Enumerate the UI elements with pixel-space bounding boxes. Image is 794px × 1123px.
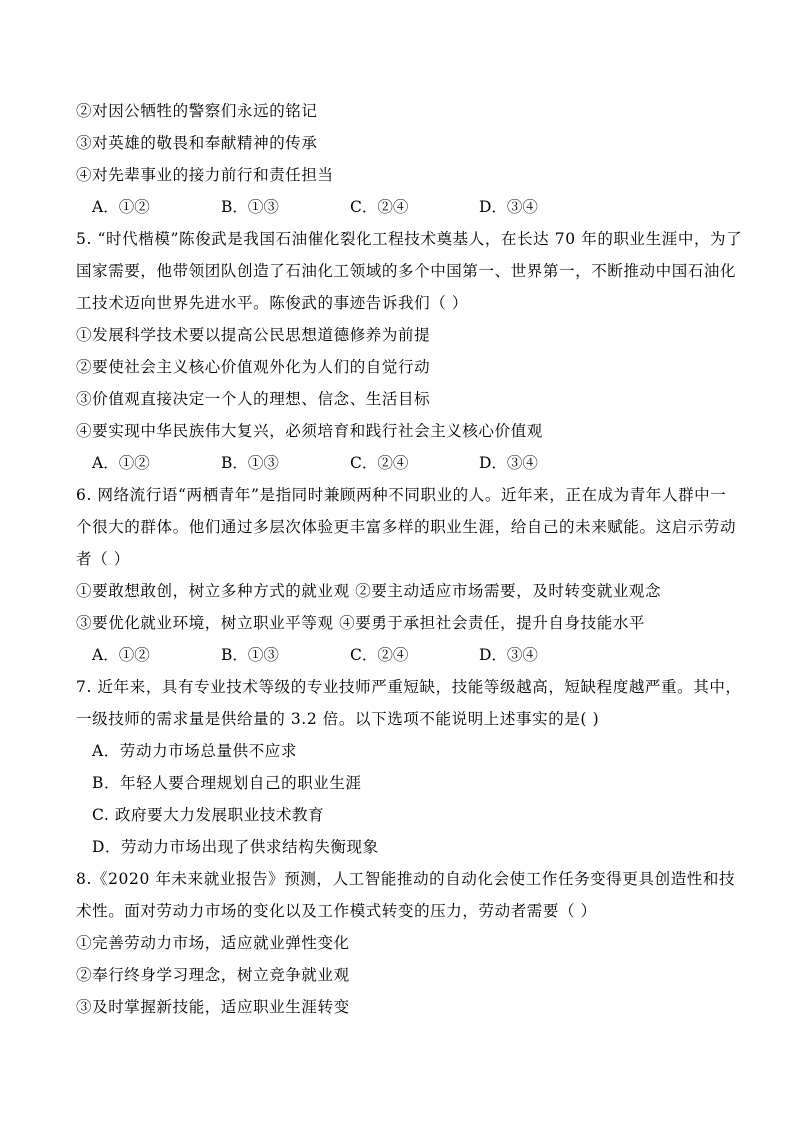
q8-item-2: ②奉行终身学习理念，树立竞争就业观 xyxy=(76,966,350,984)
q5-item-1: ①发展科学技术要以提高公民思想道德修养为前提 xyxy=(76,326,431,344)
q6-option-c: C．②④ xyxy=(350,646,409,664)
q4-option-b: B．①③ xyxy=(221,198,279,216)
q6-item-row-1: ①要敢想敢创，树立多种方式的就业观 ②要主动适应市场需要，及时转变就业观念 xyxy=(76,582,662,600)
q5-item-3: ③价值观直接决定一个人的理想、信念、生活目标 xyxy=(76,390,431,408)
q6-option-d: D．③④ xyxy=(479,646,538,664)
q4-options xyxy=(92,197,608,217)
q8-stem-line-2: 术性。面对劳动力市场的变化以及工作模式转变的压力，劳动者需要（ ） xyxy=(76,902,597,920)
q7-stem-line-1: 7. 近年来，具有专业技术等级的专业技师严重短缺，技能等级越高，短缺程度越严重。其中， xyxy=(76,678,742,696)
q5-option-d: D．③④ xyxy=(479,454,538,472)
q6-stem-line-1: 6. 网络流行语“两栖青年”是指同时兼顾两种不同职业的人。近年来，正在成为青年人群中一 xyxy=(76,486,727,504)
q7-choice-a: A．劳动力市场总量供不应求 xyxy=(92,742,297,760)
q6-stem-line-3: 者（ ） xyxy=(76,550,130,568)
q7-choice-c: C. 政府要大力发展职业技术教育 xyxy=(92,806,325,824)
q7-choice-d: D．劳动力市场出现了供求结构失衡现象 xyxy=(92,838,379,856)
q4-item-3: ③对英雄的敬畏和奉献精神的传承 xyxy=(76,134,318,152)
q4-item-2: ②对因公牺牲的警察们永远的铭记 xyxy=(76,102,318,120)
q4-item-4: ④对先辈事业的接力前行和责任担当 xyxy=(76,166,334,184)
q5-options xyxy=(92,453,608,473)
q6-option-b: B．①③ xyxy=(221,646,279,664)
q5-item-4: ④要实现中华民族伟大复兴，必须培育和践行社会主义核心价值观 xyxy=(76,422,543,440)
q4-option-c: C．②④ xyxy=(350,198,409,216)
q7-choice-b: B．年轻人要合理规划自己的职业生涯 xyxy=(92,774,362,792)
q6-item-row-2: ③要优化就业环境，树立职业平等观 ④要勇于承担社会责任，提升自身技能水平 xyxy=(76,614,646,632)
q5-stem-line-1: 5. “时代楷模”陈俊武是我国石油催化裂化工程技术奠基人，在长达 70 年的职业生涯中，为了 xyxy=(76,230,743,248)
q5-item-2: ②要使社会主义核心价值观外化为人们的自觉行动 xyxy=(76,358,431,376)
q8-item-1: ①完善劳动力市场，适应就业弹性变化 xyxy=(76,934,350,952)
q8-stem-line-1: 8.《2020 年未来就业报告》预测，人工智能推动的自动化会使工作任务变得更具创造性和技 xyxy=(76,870,736,888)
q7-stem-line-2: 一级技师的需求量是供给量的 3.2 倍。以下选项不能说明上述事实的是( ) xyxy=(76,710,600,728)
q5-option-a: A．①② xyxy=(92,454,150,472)
q5-stem-line-3: 工技术迈向世界先进水平。陈俊武的事迹告诉我们（ ） xyxy=(76,294,468,312)
q6-options xyxy=(92,645,608,665)
q5-option-c: C．②④ xyxy=(350,454,409,472)
q4-option-d: D．③④ xyxy=(479,198,538,216)
q4-option-a: A．①② xyxy=(92,198,150,216)
q8-item-3: ③及时掌握新技能，适应职业生涯转变 xyxy=(76,998,350,1016)
q5-option-b: B．①③ xyxy=(221,454,279,472)
q5-stem-line-2: 国家需要，他带领团队创造了石油化工领域的多个中国第一、世界第一，不断推动中国石油化 xyxy=(76,262,737,280)
q6-stem-line-2: 个很大的群体。他们通过多层次体验更丰富多样的职业生涯，给自己的未来赋能。这启示劳动 xyxy=(76,518,737,536)
q6-option-a: A．①② xyxy=(92,646,150,664)
